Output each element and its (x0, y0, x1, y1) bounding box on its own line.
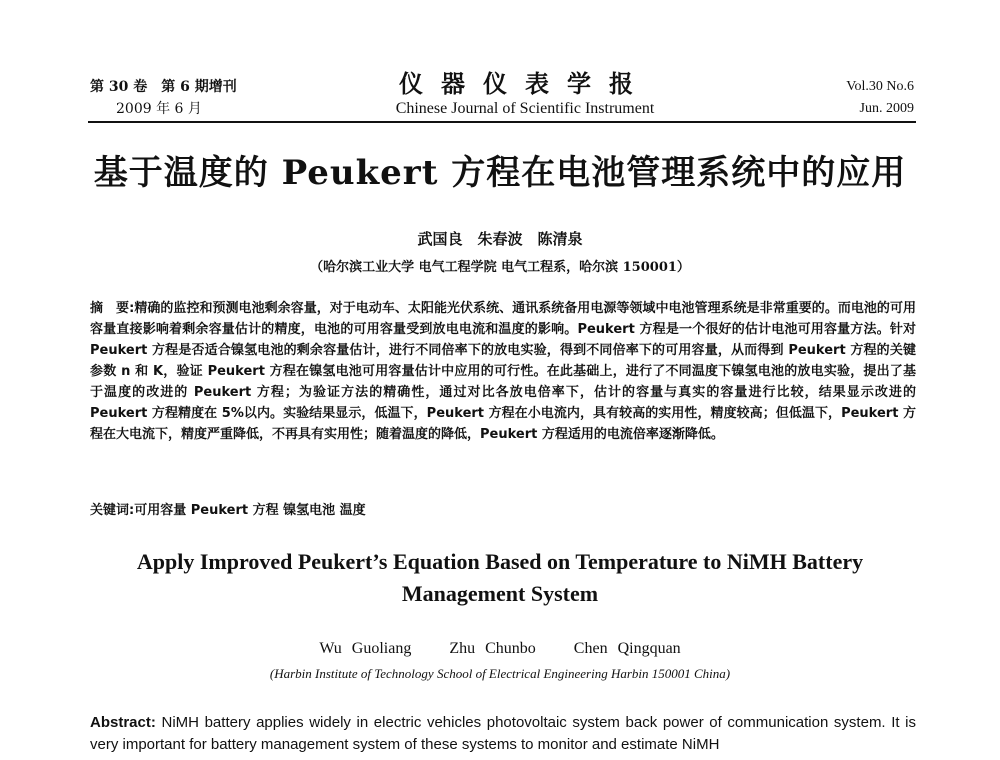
abstract-en-text: NiMH battery applies widely in electric vehicles photovoltaic system back power of communication system. It is very important for battery management system of these systems to monitor and estimate NiMH (90, 714, 917, 753)
paper-title-cn: 基于温度的 Peukert 方程在电池管理系统中的应用 (93, 153, 907, 193)
authors-en (0, 640, 1000, 658)
keywords-cn-label: 关键词: (90, 503, 135, 518)
issue-date-en: Jun. 2009 (859, 101, 914, 116)
abstract-cn (90, 298, 916, 445)
abstract-cn-label: 摘 要: (90, 301, 135, 316)
affiliation-en: (Harbin Institute of Technology School of Electrical Engineering Harbin 150001 China) (269, 666, 731, 681)
header-left (90, 76, 237, 120)
header-center (360, 70, 690, 118)
keywords-cn (90, 499, 916, 518)
journal-title-en: Chinese Journal of Scientific Instrument (395, 100, 655, 117)
abstract-en (90, 712, 916, 756)
paper-title-en: Apply Improved Peukert’s Equation Based on Temperature to NiMH Battery Management System (136, 549, 864, 606)
journal-title-cn: 仪器仪表学报 (399, 69, 651, 98)
volume-issue: 第 30 卷 第 6 期增刊 (90, 79, 237, 95)
keywords-cn-text: 可用容量 Peukert 方程 镍氢电池 温度 (134, 503, 366, 518)
volume-en: Vol.30 No.6 (846, 79, 914, 94)
author-1: Wu Guoliang (319, 640, 412, 657)
author-2: Zhu Chunbo (449, 640, 536, 657)
header-right (846, 76, 914, 120)
issue-date-cn: 2009 年 6 月 (116, 101, 202, 117)
authors-cn: 武国良 朱春波 陈清泉 (417, 230, 583, 248)
abstract-cn-text: 精确的监控和预测电池剩余容量，对于电动车、太阳能光伏系统、通讯系统备用电源等领域中电池管理系统是非常重要的。而电池的可用容量直接影响着剩余容量估计的精度，电池的可用容量受到放电电流和温度的影响。Peukert 方程是一个很好的估计电池可用容量方法。针对 Peukert 方程是否适合镍氢电池的剩余容量估计，进行不同倍率下的放电实验，得到不同倍率下的可用容量，从而得到 Peukert 方程的关键参数 n 和 K，验证 Peukert 方程在镍氢电池可用容量估计中应用的可行性。在此基础上，进行了不同温度下镍氢电池的放电实验，提出了基于温度的改进的 Peukert 方程；为验证方法的精确性，通过对比各放电倍率下，估计的容量与真实的容量进行比较，结果显示改进的 Peukert 方程精度在 5%以内。实验结果显示，低温下，Peukert 方程在小电流内，具有较高的实用性，精度较高；但低温下，Peukert 方程在大电流下，精度严重降低，不再具有实用性；随着温度的降低，Peukert 方程适用的电流倍率逐渐降低。 (90, 301, 916, 442)
header-rule (88, 121, 916, 123)
affiliation-cn: （哈尔滨工业大学 电气工程学院 电气工程系，哈尔滨 150001） (310, 260, 690, 275)
author-3: Chen Qingquan (573, 640, 681, 657)
abstract-en-label: Abstract: (90, 714, 156, 731)
